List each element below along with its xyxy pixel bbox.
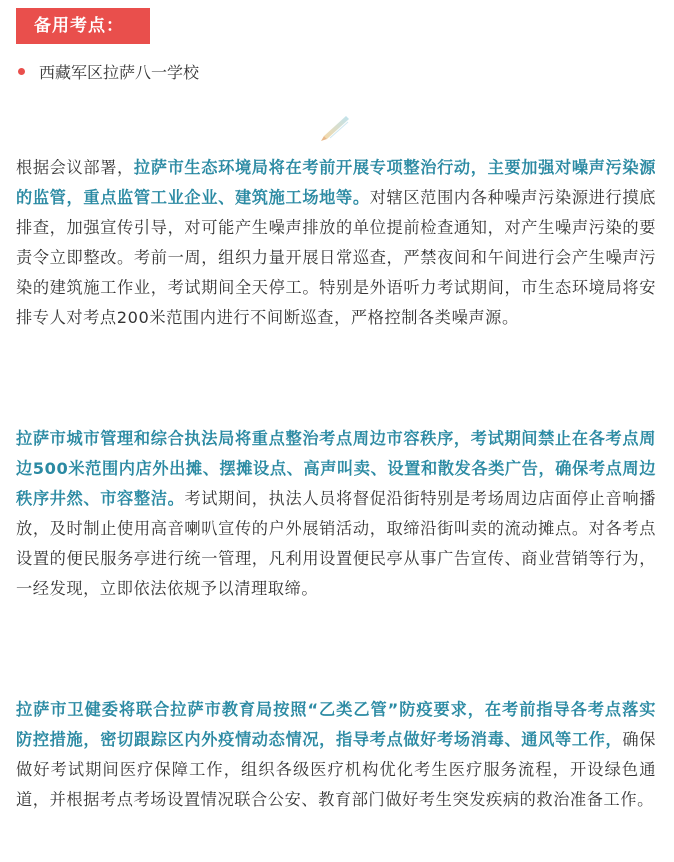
backup-site-name: 西藏军区拉萨八一学校 <box>39 63 200 82</box>
bullet-dot-icon <box>18 68 25 75</box>
paragraph-city-management <box>16 424 656 604</box>
p1-intro: 根据会议部署， <box>16 158 134 177</box>
paragraph-health-commission <box>16 695 656 815</box>
p1-highlight: 拉萨市生态环境局将在考前开展专项整治行动，主要加强对噪声污染源的监管，重点监管工业企业、建筑施工场地等。 <box>16 158 656 207</box>
p3-highlight: 拉萨市卫健委将联合拉萨市教育局按照“乙类乙管”防疫要求，在考前指导各考点落实防控措施，密切跟踪区内外疫情动态情况，指导考点做好考场消毒、通风等工作， <box>16 700 656 749</box>
p1-body: 对辖区范围内各种噪声污染源进行摸底排查，加强宣传引导，对可能产生噪声排放的单位提前检查通知，对产生噪声污染的要责令立即整改。考前一周，组织力量开展日常巡查，严禁夜间和午间进行会产生噪声污染的建筑施工作业，考试期间全天停工。特别是外语听力考试期间，市生态环境局将安排专人对考点200米范围内进行不间断巡查，严格控制各类噪声源。 <box>16 188 656 327</box>
section-tag-label: 备用考点： <box>34 16 124 36</box>
p3-body: 确保做好考试期间医疗保障工作，组织各级医疗机构优化考生医疗服务流程，开设绿色通道，并根据考点考场设置情况联合公安、教育部门做好考生突发疾病的救治准备工作。 <box>16 730 656 809</box>
backup-site-item <box>18 60 199 86</box>
pen-icon <box>318 112 352 142</box>
paragraph-noise-control <box>16 153 656 333</box>
section-tag <box>16 8 150 44</box>
p2-body: 考试期间，执法人员将督促沿街特别是考场周边店面停止音响播放，及时制止使用高音喇叭宣传的户外展销活动，取缔沿街叫卖的流动摊点。对各考点设置的便民服务亭进行统一管理，凡利用设置便民亭从事广告宣传、商业营销等行为，一经发现，立即依法依规予以清理取缔。 <box>16 489 656 598</box>
p2-highlight: 拉萨市城市管理和综合执法局将重点整治考点周边市容秩序，考试期间禁止在各考点周边500米范围内店外出摊、摆摊设点、高声叫卖、设置和散发各类广告，确保考点周边秩序井然、市容整洁。 <box>16 429 656 508</box>
